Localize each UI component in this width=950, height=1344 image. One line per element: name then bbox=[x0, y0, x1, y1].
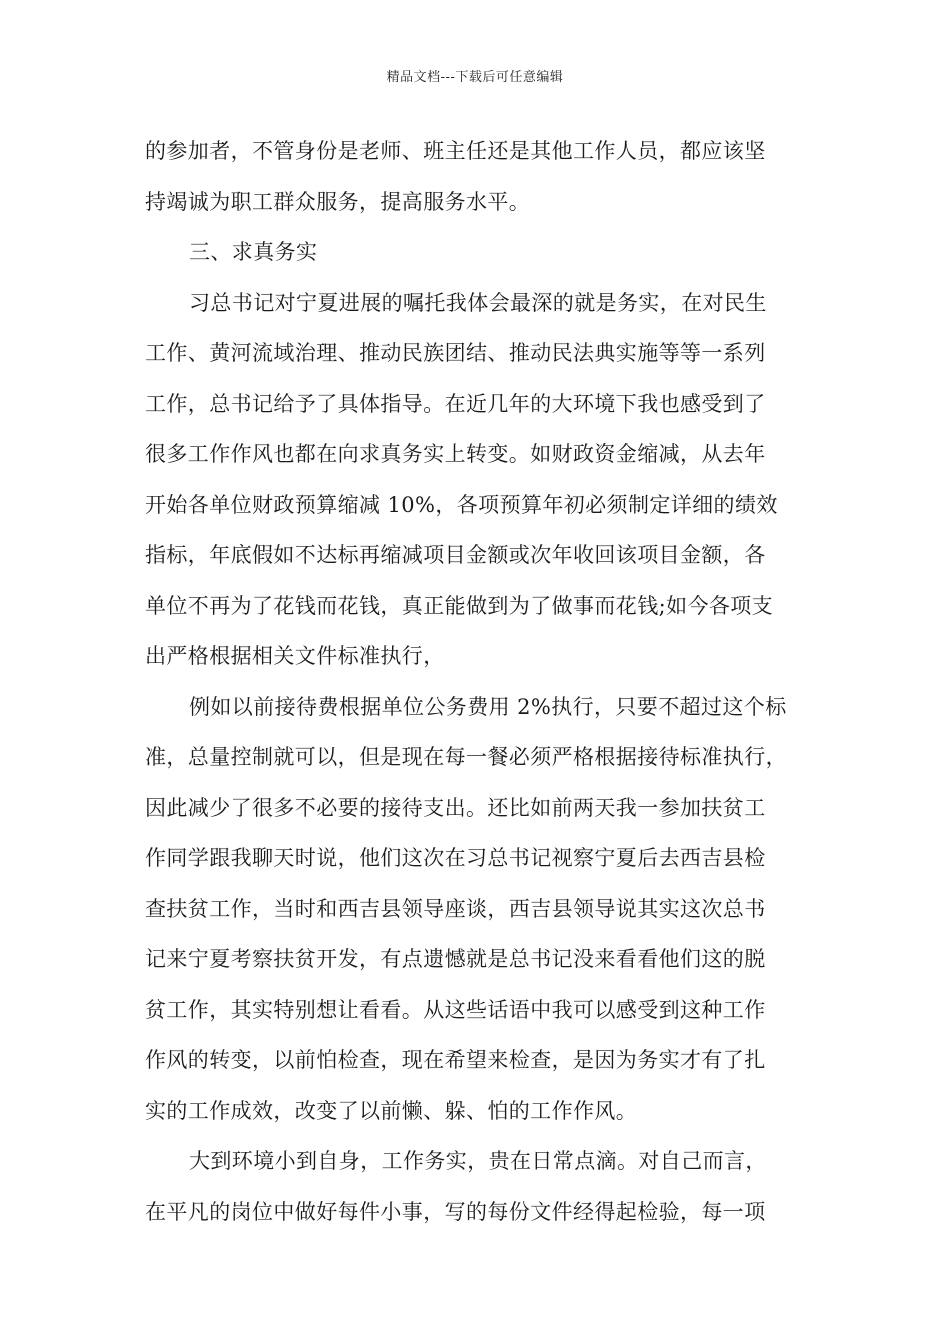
text-line: 工作，总书记给予了具体指导。在近几年的大环境下我也感受到了 bbox=[145, 392, 766, 416]
text-line: 在平凡的岗位中做好每件小事，写的每份文件经得起检验，每一项 bbox=[145, 1200, 766, 1224]
text-line: 作同学跟我聊天时说，他们这次在习总书记视察宁夏后去西吉县检 bbox=[145, 846, 766, 870]
text-line: 工作、黄河流域治理、推动民族团结、推动民法典实施等等一系列 bbox=[145, 341, 766, 365]
text-line: 出严格根据相关文件标准执行， bbox=[145, 644, 445, 668]
text-line: 作风的转变，以前怕检查，现在希望来检查，是因为务实才有了扎 bbox=[145, 1048, 766, 1072]
text-line: 记来宁夏考察扶贫开发，有点遗憾就是总书记没来看看他们这的脱 bbox=[145, 947, 766, 971]
text-line: 查扶贫工作，当时和西吉县领导座谈，西吉县领导说其实这次总书 bbox=[145, 897, 766, 921]
page-header: 精品文档---下载后可任意编辑 bbox=[386, 70, 564, 85]
text-line: 准，总量控制就可以，但是现在每一餐必须严格根据接待标准执行， bbox=[145, 745, 787, 769]
text-line: 单位不再为了花钱而花钱，真正能做到为了做事而花钱;如今各项支 bbox=[145, 594, 774, 618]
text-line: 大到环境小到自身，工作务实，贵在日常点滴。对自己而言， bbox=[189, 1149, 767, 1173]
text-line: 指标，年底假如不达标再缩减项目金额或次年收回该项目金额，各 bbox=[145, 543, 766, 567]
text-line: 很多工作作风也都在向求真务实上转变。如财政资金缩减，从去年 bbox=[145, 442, 766, 466]
text-line: 习总书记对宁夏进展的嘱托我体会最深的就是务实，在对民生 bbox=[189, 291, 767, 315]
text-line: 例如以前接待费根据单位公务费用 2%执行，只要不超过这个标 bbox=[189, 695, 787, 719]
text-line: 的参加者，不管身份是老师、班主任还是其他工作人员，都应该坚 bbox=[145, 139, 766, 163]
text-line: 因此减少了很多不必要的接待支出。还比如前两天我一参加扶贫工 bbox=[145, 796, 766, 820]
section-heading: 三、求真务实 bbox=[189, 240, 318, 264]
text-line: 贫工作，其实特别想让看看。从这些话语中我可以感受到这种工作 bbox=[145, 998, 766, 1022]
text-line: 开始各单位财政预算缩减 10%，各项预算年初必须制定详细的绩效 bbox=[145, 493, 778, 517]
text-line: 持竭诚为职工群众服务，提高服务水平。 bbox=[145, 190, 531, 214]
text-line: 实的工作成效，改变了以前懒、躲、怕的工作作风。 bbox=[145, 1099, 638, 1123]
